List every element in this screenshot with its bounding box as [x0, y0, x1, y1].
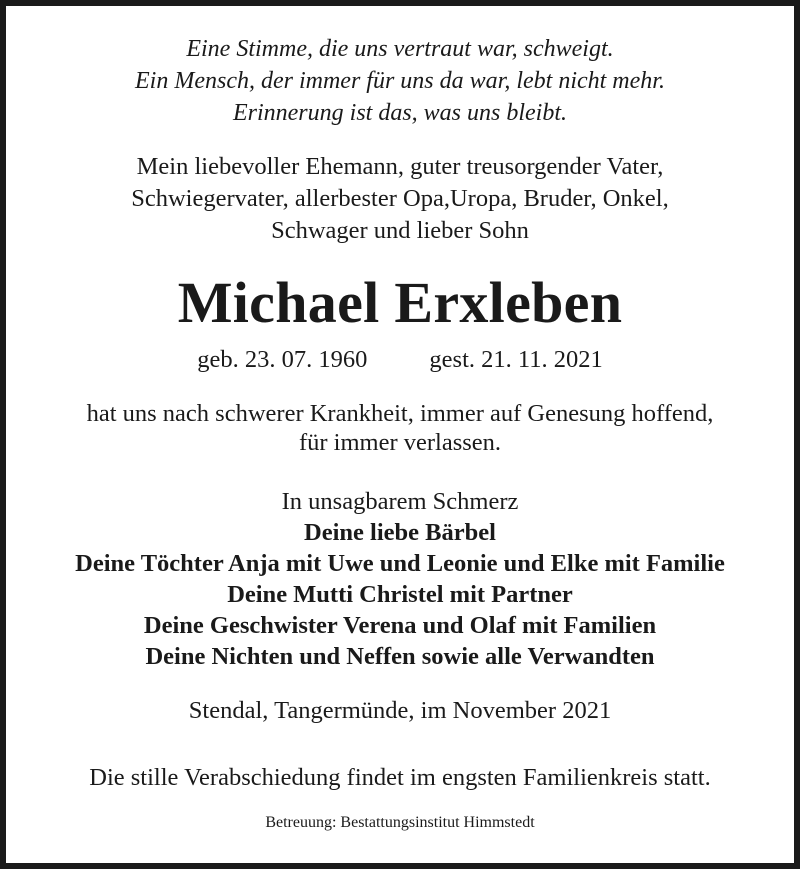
- birth-date: geb. 23. 07. 1960: [197, 346, 368, 373]
- life-dates: [12, 344, 788, 376]
- intro-line: Schwager und lieber Sohn: [271, 217, 529, 244]
- message-line: hat uns nach schwerer Krankheit, immer auf Genesung hoffend,: [86, 400, 714, 427]
- farewell-note: Die stille Verabschiedung findet im engsten Familienkreis statt.: [89, 764, 711, 791]
- mourner-line: Deine liebe Bärbel: [304, 519, 496, 546]
- intro-line: Schwiegervater, allerbester Opa,Uropa, Bruder, Onkel,: [131, 185, 669, 212]
- mourner-line: Deine Töchter Anja mit Uwe und Leonie und Elke mit Familie: [75, 550, 725, 577]
- place-date: Stendal, Tangermünde, im November 2021: [188, 697, 612, 724]
- message: [12, 399, 788, 457]
- intro-line: Mein liebevoller Ehemann, guter treusorgender Vater,: [136, 153, 664, 180]
- motto: [12, 33, 788, 129]
- message-line: für immer verlassen.: [298, 429, 502, 456]
- funeral-home-credit: Betreuung: Bestattungsinstitut Himmstedt: [265, 814, 535, 831]
- mourners: [12, 486, 788, 672]
- motto-line: Eine Stimme, die uns vertraut war, schweigt.: [186, 36, 614, 62]
- motto-line: Erinnerung ist das, was uns bleibt.: [232, 100, 568, 126]
- mourner-line: Deine Mutti Christel mit Partner: [227, 581, 573, 608]
- motto-line: Ein Mensch, der immer für uns da war, lebt nicht mehr.: [135, 68, 665, 94]
- mourner-line: Deine Nichten und Neffen sowie alle Verwandten: [145, 643, 655, 670]
- death-date: gest. 21. 11. 2021: [429, 346, 603, 373]
- intro-text: [12, 151, 788, 247]
- mourners-intro: In unsagbarem Schmerz: [281, 488, 519, 515]
- deceased-name: Michael Erxleben: [177, 270, 623, 335]
- mourner-line: Deine Geschwister Verena und Olaf mit Familien: [143, 612, 657, 639]
